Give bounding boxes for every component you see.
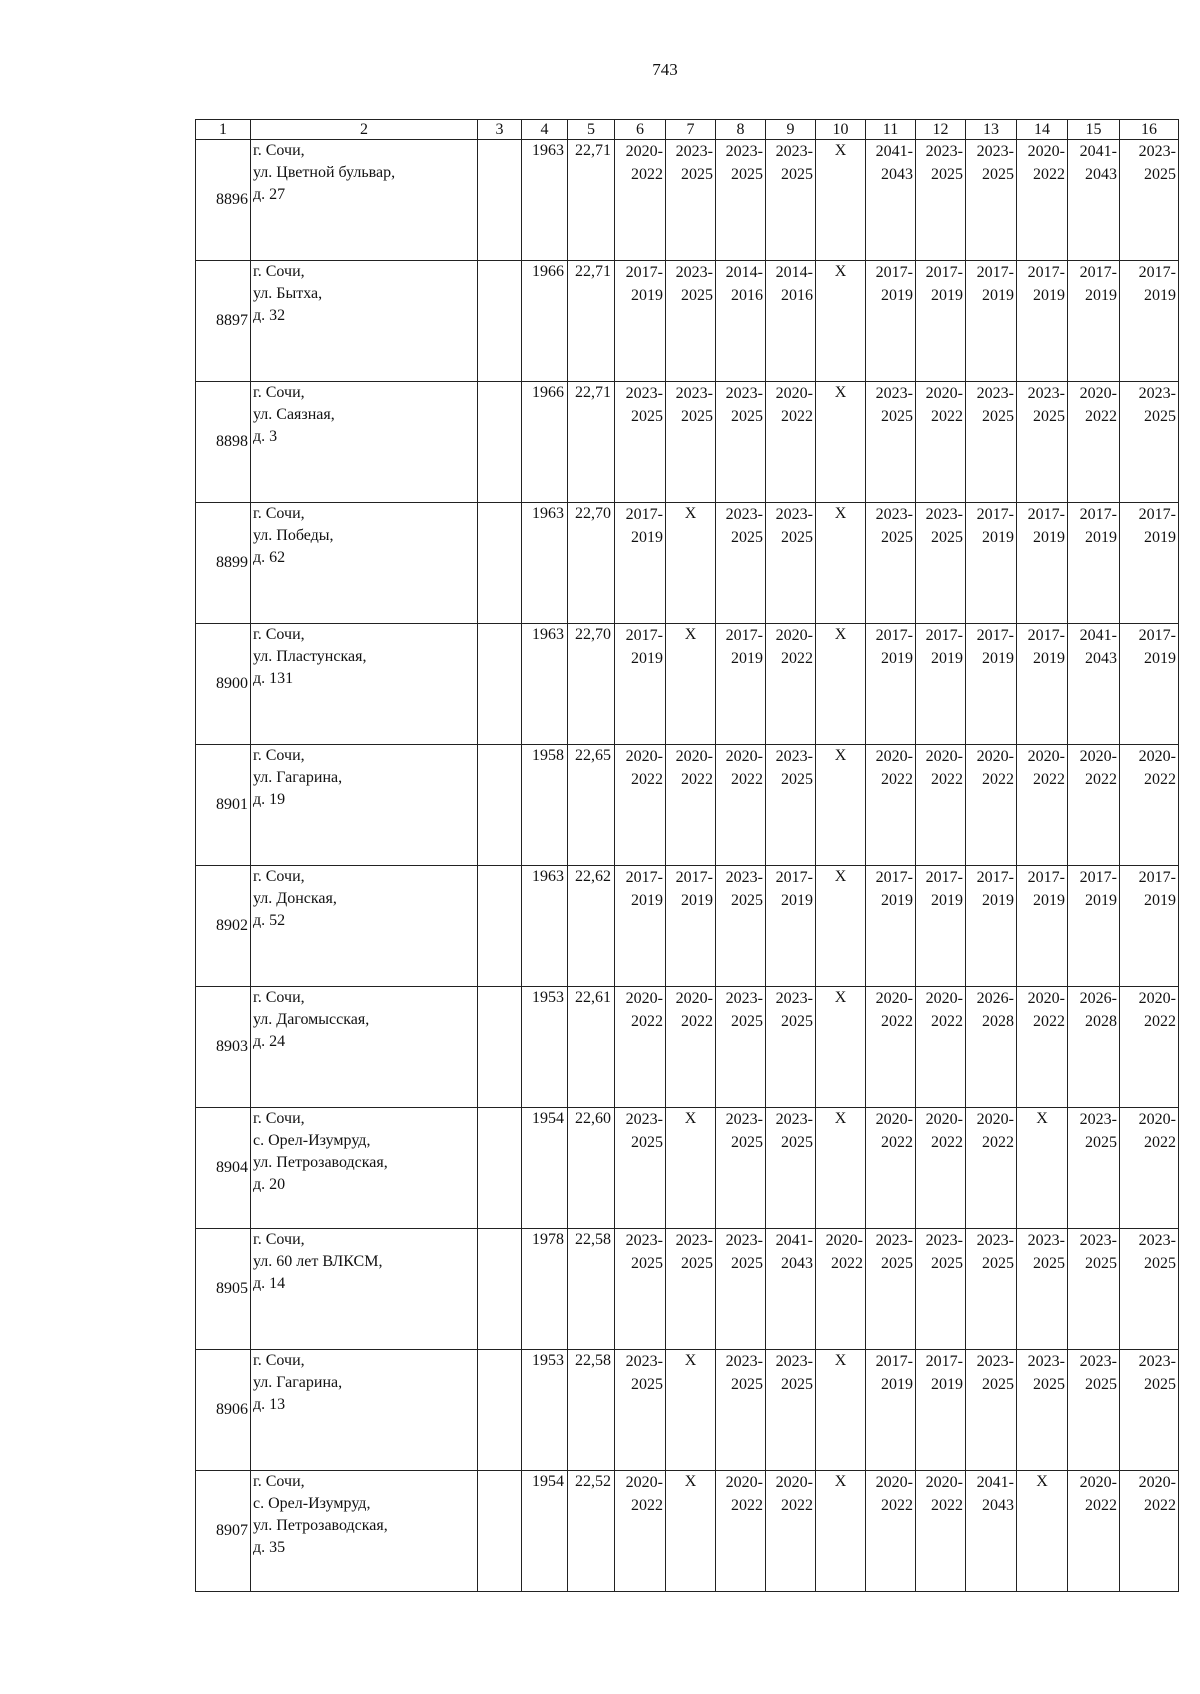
period-cell-col-6: 2020- 2022 [615, 140, 666, 261]
period-cell-col-15: 2026- 2028 [1068, 987, 1120, 1108]
period-cell-col-11: 2023- 2025 [866, 503, 916, 624]
period-cell-col-14: 2017- 2019 [1017, 261, 1068, 382]
period-cell-col-6: 2020- 2022 [615, 1471, 666, 1592]
value-cell: 22,58 [568, 1350, 615, 1471]
page-number: 743 [652, 60, 678, 79]
row-number: 8900 [196, 624, 251, 745]
address-line: г. Сочи, [253, 1231, 305, 1248]
period-cell-col-6: 2020- 2022 [615, 987, 666, 1108]
address-line: д. 32 [253, 307, 286, 324]
period-cell-col-7: 2017- 2019 [666, 866, 716, 987]
period-cell-col-6: 2023- 2025 [615, 1108, 666, 1229]
period-cell-col-12: 2020- 2022 [916, 1108, 966, 1229]
address-line: г. Сочи, [253, 1352, 305, 1369]
period-cell-col-13: 2023- 2025 [966, 382, 1017, 503]
period-cell-col-13: 2017- 2019 [966, 503, 1017, 624]
period-cell-col-12: 2020- 2022 [916, 1471, 966, 1592]
period-cell-col-8: 2023- 2025 [716, 140, 766, 261]
column-3-cell [478, 140, 522, 261]
year-built-cell: 1954 [522, 1471, 568, 1592]
value-cell: 22,71 [568, 140, 615, 261]
period-cell-col-14: 2023- 2025 [1017, 1229, 1068, 1350]
column-3-cell [478, 261, 522, 382]
period-cell-col-10: 2020- 2022 [816, 1229, 866, 1350]
address-line: д. 52 [253, 912, 286, 929]
period-cell-col-10: X [816, 745, 866, 866]
period-cell-col-12: 2023- 2025 [916, 140, 966, 261]
row-number: 8903 [196, 987, 251, 1108]
period-cell-col-11: 2023- 2025 [866, 1229, 916, 1350]
address-line: ул. Дагомысская, [253, 1011, 370, 1028]
row-number: 8896 [196, 140, 251, 261]
period-cell-col-14: X [1017, 1108, 1068, 1229]
address-line: д. 14 [253, 1275, 286, 1292]
period-cell-col-7: X [666, 1108, 716, 1229]
period-cell-col-15: 2020- 2022 [1068, 1471, 1120, 1592]
period-cell-col-6: 2017- 2019 [615, 503, 666, 624]
address-line: ул. Бытха, [253, 285, 323, 302]
period-cell-col-9: 2020- 2022 [766, 1471, 816, 1592]
table-row [196, 1108, 1179, 1229]
table-row [196, 1229, 1179, 1350]
period-cell-col-11: 2017- 2019 [866, 1350, 916, 1471]
period-cell-col-9: 2023- 2025 [766, 745, 816, 866]
row-number: 8906 [196, 1350, 251, 1471]
period-cell-col-11: 2041- 2043 [866, 140, 916, 261]
period-cell-col-15: 2023- 2025 [1068, 1229, 1120, 1350]
value-cell: 22,60 [568, 1108, 615, 1229]
year-built-cell: 1953 [522, 1350, 568, 1471]
year-built-cell: 1978 [522, 1229, 568, 1350]
period-cell-col-14: 2023- 2025 [1017, 1350, 1068, 1471]
year-built-cell: 1963 [522, 624, 568, 745]
column-header-14: 14 [1017, 120, 1068, 140]
period-cell-col-15: 2017- 2019 [1068, 261, 1120, 382]
address-line: д. 62 [253, 549, 286, 566]
address-cell [251, 1471, 478, 1592]
year-built-cell: 1958 [522, 745, 568, 866]
period-cell-col-9: 2020- 2022 [766, 624, 816, 745]
period-cell-col-11: 2020- 2022 [866, 987, 916, 1108]
column-header-5: 5 [568, 120, 615, 140]
period-cell-col-7: X [666, 1471, 716, 1592]
period-cell-col-12: 2020- 2022 [916, 382, 966, 503]
year-built-cell: 1963 [522, 503, 568, 624]
period-cell-col-10: X [816, 1471, 866, 1592]
period-cell-col-9: 2023- 2025 [766, 1350, 816, 1471]
period-cell-col-15: 2017- 2019 [1068, 503, 1120, 624]
table-row [196, 261, 1179, 382]
address-line: г. Сочи, [253, 1110, 305, 1127]
column-header-7: 7 [666, 120, 716, 140]
period-cell-col-12: 2017- 2019 [916, 1350, 966, 1471]
address-line: г. Сочи, [253, 868, 305, 885]
address-line: ул. Гагарина, [253, 769, 343, 786]
address-line: ул. Петрозаводская, [253, 1154, 388, 1171]
period-cell-col-12: 2020- 2022 [916, 987, 966, 1108]
address-cell [251, 1108, 478, 1229]
column-header-3: 3 [478, 120, 522, 140]
row-number: 8901 [196, 745, 251, 866]
address-line: ул. Саязная, [253, 406, 335, 423]
address-line: д. 131 [253, 670, 294, 687]
period-cell-col-15: 2041- 2043 [1068, 624, 1120, 745]
period-cell-col-8: 2023- 2025 [716, 382, 766, 503]
address-line: г. Сочи, [253, 505, 305, 522]
period-cell-col-6: 2017- 2019 [615, 866, 666, 987]
period-cell-col-10: X [816, 1108, 866, 1229]
period-cell-col-11: 2017- 2019 [866, 624, 916, 745]
row-number: 8902 [196, 866, 251, 987]
period-cell-col-13: 2020- 2022 [966, 745, 1017, 866]
column-header-16: 16 [1120, 120, 1179, 140]
period-cell-col-15: 2020- 2022 [1068, 382, 1120, 503]
address-line: д. 20 [253, 1176, 286, 1193]
period-cell-col-11: 2017- 2019 [866, 261, 916, 382]
address-cell [251, 866, 478, 987]
table-row [196, 987, 1179, 1108]
period-cell-col-14: X [1017, 1471, 1068, 1592]
address-line: ул. Петрозаводская, [253, 1517, 388, 1534]
period-cell-col-8: 2014- 2016 [716, 261, 766, 382]
period-cell-col-13: 2023- 2025 [966, 140, 1017, 261]
address-line: д. 19 [253, 791, 286, 808]
period-cell-col-9: 2041- 2043 [766, 1229, 816, 1350]
column-3-cell [478, 1229, 522, 1350]
period-cell-col-7: 2020- 2022 [666, 745, 716, 866]
period-cell-col-8: 2017- 2019 [716, 624, 766, 745]
period-cell-col-9: 2023- 2025 [766, 1108, 816, 1229]
period-cell-col-11: 2020- 2022 [866, 1471, 916, 1592]
period-cell-col-11: 2020- 2022 [866, 1108, 916, 1229]
period-cell-col-10: X [816, 261, 866, 382]
period-cell-col-14: 2023- 2025 [1017, 382, 1068, 503]
address-cell [251, 1350, 478, 1471]
period-cell-col-15: 2023- 2025 [1068, 1350, 1120, 1471]
table-body [196, 140, 1179, 1592]
period-cell-col-10: X [816, 866, 866, 987]
period-cell-col-11: 2020- 2022 [866, 745, 916, 866]
year-built-cell: 1953 [522, 987, 568, 1108]
period-cell-col-16: 2023- 2025 [1120, 1350, 1179, 1471]
table-row [196, 140, 1179, 261]
address-cell [251, 624, 478, 745]
address-line: г. Сочи, [253, 626, 305, 643]
table-row [196, 624, 1179, 745]
period-cell-col-12: 2023- 2025 [916, 1229, 966, 1350]
period-cell-col-13: 2020- 2022 [966, 1108, 1017, 1229]
period-cell-col-16: 2023- 2025 [1120, 1229, 1179, 1350]
period-cell-col-10: X [816, 987, 866, 1108]
period-cell-col-8: 2023- 2025 [716, 1229, 766, 1350]
row-number: 8897 [196, 261, 251, 382]
period-cell-col-16: 2023- 2025 [1120, 140, 1179, 261]
header-row [196, 120, 1179, 140]
column-header-10: 10 [816, 120, 866, 140]
period-cell-col-10: X [816, 503, 866, 624]
period-cell-col-10: X [816, 624, 866, 745]
period-cell-col-9: 2023- 2025 [766, 503, 816, 624]
value-cell: 22,52 [568, 1471, 615, 1592]
period-cell-col-16: 2020- 2022 [1120, 1108, 1179, 1229]
column-header-8: 8 [716, 120, 766, 140]
year-built-cell: 1963 [522, 866, 568, 987]
period-cell-col-12: 2020- 2022 [916, 745, 966, 866]
value-cell: 22,71 [568, 261, 615, 382]
year-built-cell: 1954 [522, 1108, 568, 1229]
address-cell [251, 261, 478, 382]
column-3-cell [478, 1471, 522, 1592]
period-cell-col-13: 2023- 2025 [966, 1229, 1017, 1350]
value-cell: 22,62 [568, 866, 615, 987]
period-cell-col-13: 2017- 2019 [966, 866, 1017, 987]
period-cell-col-14: 2017- 2019 [1017, 503, 1068, 624]
period-cell-col-12: 2017- 2019 [916, 261, 966, 382]
value-cell: 22,71 [568, 382, 615, 503]
period-cell-col-6: 2020- 2022 [615, 745, 666, 866]
period-cell-col-6: 2017- 2019 [615, 624, 666, 745]
value-cell: 22,58 [568, 1229, 615, 1350]
period-cell-col-13: 2023- 2025 [966, 1350, 1017, 1471]
address-line: д. 24 [253, 1033, 286, 1050]
column-3-cell [478, 1350, 522, 1471]
address-line: с. Орел-Изумруд, [253, 1495, 371, 1512]
address-line: д. 35 [253, 1539, 286, 1556]
period-cell-col-7: 2023- 2025 [666, 261, 716, 382]
period-cell-col-7: X [666, 503, 716, 624]
row-number: 8899 [196, 503, 251, 624]
address-line: д. 27 [253, 186, 286, 203]
address-line: ул. Пластунская, [253, 648, 367, 665]
period-cell-col-13: 2026- 2028 [966, 987, 1017, 1108]
period-cell-col-15: 2023- 2025 [1068, 1108, 1120, 1229]
column-3-cell [478, 624, 522, 745]
row-number: 8904 [196, 1108, 251, 1229]
address-cell [251, 503, 478, 624]
period-cell-col-16: 2020- 2022 [1120, 745, 1179, 866]
period-cell-col-7: 2023- 2025 [666, 140, 716, 261]
column-header-1: 1 [196, 120, 251, 140]
period-cell-col-13: 2017- 2019 [966, 261, 1017, 382]
column-header-11: 11 [866, 120, 916, 140]
period-cell-col-7: 2023- 2025 [666, 382, 716, 503]
year-built-cell: 1963 [522, 140, 568, 261]
period-cell-col-8: 2023- 2025 [716, 1350, 766, 1471]
period-cell-col-6: 2023- 2025 [615, 1229, 666, 1350]
period-cell-col-7: 2020- 2022 [666, 987, 716, 1108]
period-cell-col-14: 2020- 2022 [1017, 140, 1068, 261]
value-cell: 22,70 [568, 624, 615, 745]
column-header-6: 6 [615, 120, 666, 140]
period-cell-col-16: 2020- 2022 [1120, 987, 1179, 1108]
period-cell-col-8: 2023- 2025 [716, 987, 766, 1108]
period-cell-col-10: X [816, 382, 866, 503]
address-line: г. Сочи, [253, 1473, 305, 1490]
address-line: д. 13 [253, 1396, 286, 1413]
address-line: ул. Цветной бульвар, [253, 164, 396, 181]
period-cell-col-6: 2023- 2025 [615, 1350, 666, 1471]
period-cell-col-12: 2023- 2025 [916, 503, 966, 624]
table-row [196, 382, 1179, 503]
column-3-cell [478, 745, 522, 866]
period-cell-col-9: 2017- 2019 [766, 866, 816, 987]
address-cell [251, 382, 478, 503]
period-cell-col-9: 2023- 2025 [766, 987, 816, 1108]
period-cell-col-6: 2023- 2025 [615, 382, 666, 503]
address-cell [251, 1229, 478, 1350]
table-row [196, 745, 1179, 866]
address-line: ул. Гагарина, [253, 1374, 343, 1391]
row-number: 8907 [196, 1471, 251, 1592]
period-cell-col-9: 2014- 2016 [766, 261, 816, 382]
register-table [195, 119, 1179, 1592]
column-3-cell [478, 987, 522, 1108]
row-number: 8898 [196, 382, 251, 503]
table-row [196, 1471, 1179, 1592]
period-cell-col-16: 2017- 2019 [1120, 866, 1179, 987]
table-row [196, 866, 1179, 987]
year-built-cell: 1966 [522, 382, 568, 503]
address-cell [251, 745, 478, 866]
address-line: г. Сочи, [253, 989, 305, 1006]
period-cell-col-13: 2041- 2043 [966, 1471, 1017, 1592]
period-cell-col-12: 2017- 2019 [916, 624, 966, 745]
period-cell-col-15: 2017- 2019 [1068, 866, 1120, 987]
period-cell-col-12: 2017- 2019 [916, 866, 966, 987]
address-line: ул. Победы, [253, 527, 334, 544]
period-cell-col-8: 2023- 2025 [716, 866, 766, 987]
column-3-cell [478, 503, 522, 624]
period-cell-col-16: 2017- 2019 [1120, 624, 1179, 745]
column-header-13: 13 [966, 120, 1017, 140]
column-3-cell [478, 1108, 522, 1229]
row-number: 8905 [196, 1229, 251, 1350]
period-cell-col-14: 2017- 2019 [1017, 866, 1068, 987]
period-cell-col-10: X [816, 1350, 866, 1471]
period-cell-col-8: 2023- 2025 [716, 503, 766, 624]
address-line: с. Орел-Изумруд, [253, 1132, 371, 1149]
year-built-cell: 1966 [522, 261, 568, 382]
column-header-4: 4 [522, 120, 568, 140]
period-cell-col-13: 2017- 2019 [966, 624, 1017, 745]
period-cell-col-14: 2017- 2019 [1017, 624, 1068, 745]
column-3-cell [478, 382, 522, 503]
address-line: г. Сочи, [253, 263, 305, 280]
period-cell-col-15: 2041- 2043 [1068, 140, 1120, 261]
column-header-12: 12 [916, 120, 966, 140]
address-line: ул. Донская, [253, 890, 337, 907]
address-line: г. Сочи, [253, 142, 305, 159]
period-cell-col-11: 2023- 2025 [866, 382, 916, 503]
period-cell-col-9: 2023- 2025 [766, 140, 816, 261]
value-cell: 22,61 [568, 987, 615, 1108]
period-cell-col-15: 2020- 2022 [1068, 745, 1120, 866]
column-header-15: 15 [1068, 120, 1120, 140]
period-cell-col-14: 2020- 2022 [1017, 987, 1068, 1108]
address-line: ул. 60 лет ВЛКСМ, [253, 1253, 383, 1270]
period-cell-col-7: X [666, 624, 716, 745]
table-row [196, 1350, 1179, 1471]
period-cell-col-16: 2017- 2019 [1120, 261, 1179, 382]
value-cell: 22,70 [568, 503, 615, 624]
column-header-2: 2 [251, 120, 478, 140]
address-line: г. Сочи, [253, 747, 305, 764]
period-cell-col-8: 2020- 2022 [716, 745, 766, 866]
period-cell-col-14: 2020- 2022 [1017, 745, 1068, 866]
period-cell-col-7: X [666, 1350, 716, 1471]
period-cell-col-6: 2017- 2019 [615, 261, 666, 382]
period-cell-col-10: X [816, 140, 866, 261]
column-3-cell [478, 866, 522, 987]
period-cell-col-16: 2023- 2025 [1120, 382, 1179, 503]
period-cell-col-11: 2017- 2019 [866, 866, 916, 987]
value-cell: 22,65 [568, 745, 615, 866]
period-cell-col-16: 2020- 2022 [1120, 1471, 1179, 1592]
address-cell [251, 987, 478, 1108]
period-cell-col-8: 2023- 2025 [716, 1108, 766, 1229]
period-cell-col-8: 2020- 2022 [716, 1471, 766, 1592]
period-cell-col-7: 2023- 2025 [666, 1229, 716, 1350]
address-cell [251, 140, 478, 261]
table-row [196, 503, 1179, 624]
address-line: г. Сочи, [253, 384, 305, 401]
address-line: д. 3 [253, 428, 278, 445]
column-header-9: 9 [766, 120, 816, 140]
period-cell-col-9: 2020- 2022 [766, 382, 816, 503]
period-cell-col-16: 2017- 2019 [1120, 503, 1179, 624]
